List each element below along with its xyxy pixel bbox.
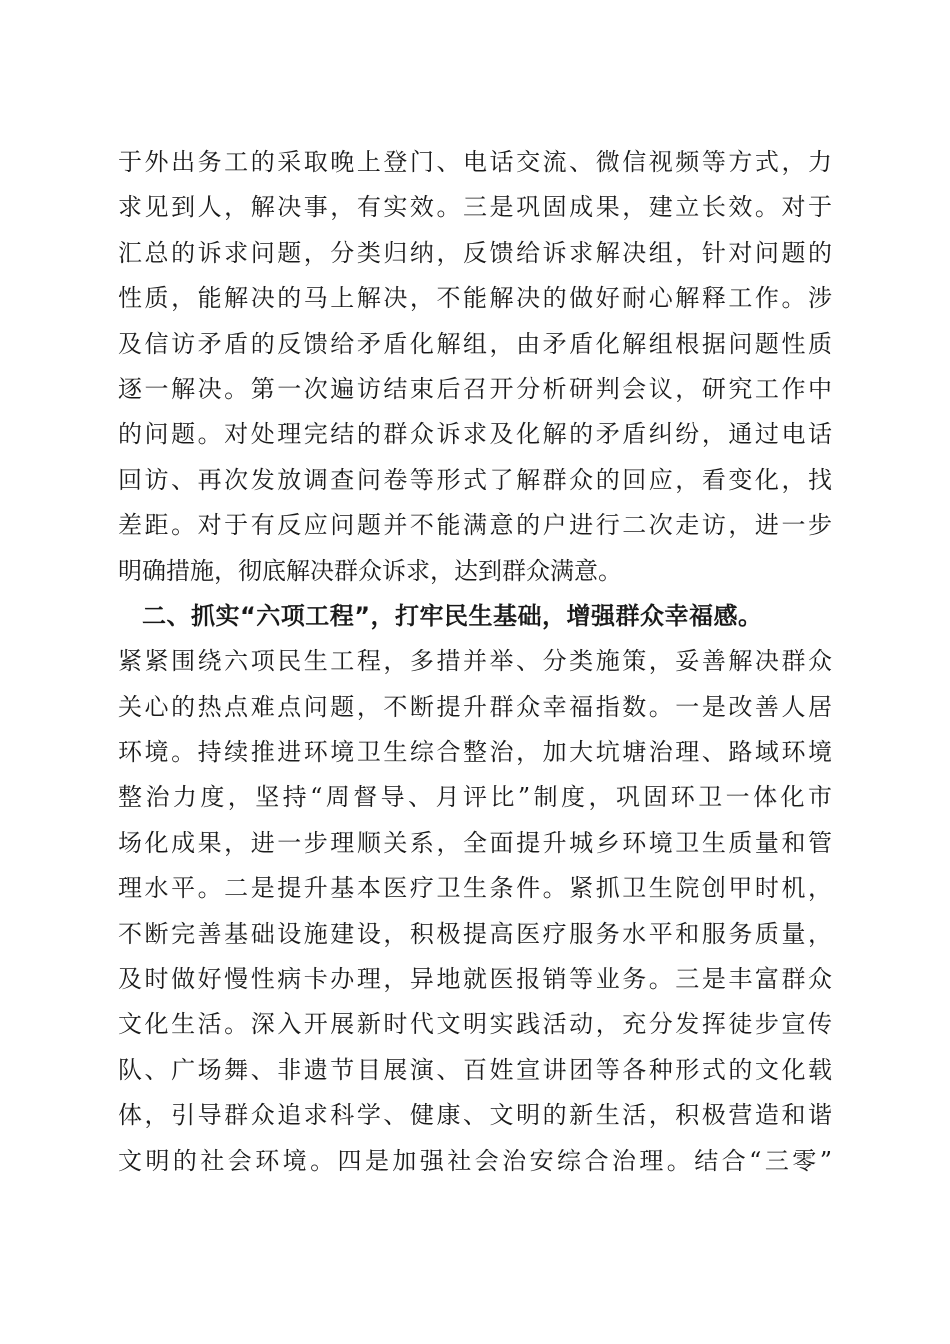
text-line: 不断完善基础设施建设，积极提高医疗服务水平和服务质量， xyxy=(118,919,832,948)
text-line: 回访、再次发放调查问卷等形式了解群众的回应，看变化，找 xyxy=(118,465,832,494)
text-line: 求见到人，解决事，有实效。三是巩固成果，建立长效。对于 xyxy=(118,193,832,222)
section-heading: 二、抓实“六项工程”，打牢民生基础，增强群众幸福感。 xyxy=(142,601,763,630)
text-line: 场化成果，进一步理顺关系，全面提升城乡环境卫生质量和管 xyxy=(118,828,832,857)
text-line: 理水平。二是提升基本医疗卫生条件。紧抓卫生院创甲时机， xyxy=(118,874,832,903)
text-line: 性质，能解决的马上解决，不能解决的做好耐心解释工作。涉 xyxy=(118,284,832,313)
text-line: 逐一解决。第一次遍访结束后召开分析研判会议，研究工作中 xyxy=(118,374,832,403)
text-line: 队、广场舞、非遗节目展演、百姓宣讲团等各种形式的文化载 xyxy=(118,1055,832,1084)
body-text xyxy=(118,140,832,1184)
text-line: 差距。对于有反应问题并不能满意的户进行二次走访，进一步 xyxy=(118,511,832,540)
text-line: 文明的社会环境。四是加强社会治安综合治理。结合“三零” xyxy=(118,1146,832,1175)
text-line: 整治力度，坚持“周督导、月评比”制度，巩固环卫一体化市 xyxy=(118,783,832,812)
text-line: 于外出务工的采取晚上登门、电话交流、微信视频等方式，力 xyxy=(118,148,832,176)
text-line: 紧紧围绕六项民生工程，多措并举、分类施策，妥善解决群众 xyxy=(118,647,832,676)
text-line: 汇总的诉求问题，分类归纳，反馈给诉求解决组，针对问题的 xyxy=(118,238,832,267)
text-line: 及时做好慢性病卡办理，异地就医报销等业务。三是丰富群众 xyxy=(118,965,832,994)
text-line: 及信访矛盾的反馈给矛盾化解组，由矛盾化解组根据问题性质 xyxy=(118,329,832,358)
text-line: 的问题。对处理完结的群众诉求及化解的矛盾纠纷，通过电话 xyxy=(118,420,832,449)
text-line: 体，引导群众追求科学、健康、文明的新生活，积极营造和谐 xyxy=(118,1101,832,1130)
text-line: 环境。持续推进环境卫生综合整治，加大坑塘治理、路域环境 xyxy=(118,738,832,767)
text-line: 文化生活。深入开展新时代文明实践活动，充分发挥徒步宣传 xyxy=(118,1010,832,1039)
paragraph-end-line: 明确措施，彻底解决群众诉求，达到群众满意。 xyxy=(118,556,622,585)
text-line: 关心的热点难点问题，不断提升群众幸福指数。一是改善人居 xyxy=(118,692,832,721)
